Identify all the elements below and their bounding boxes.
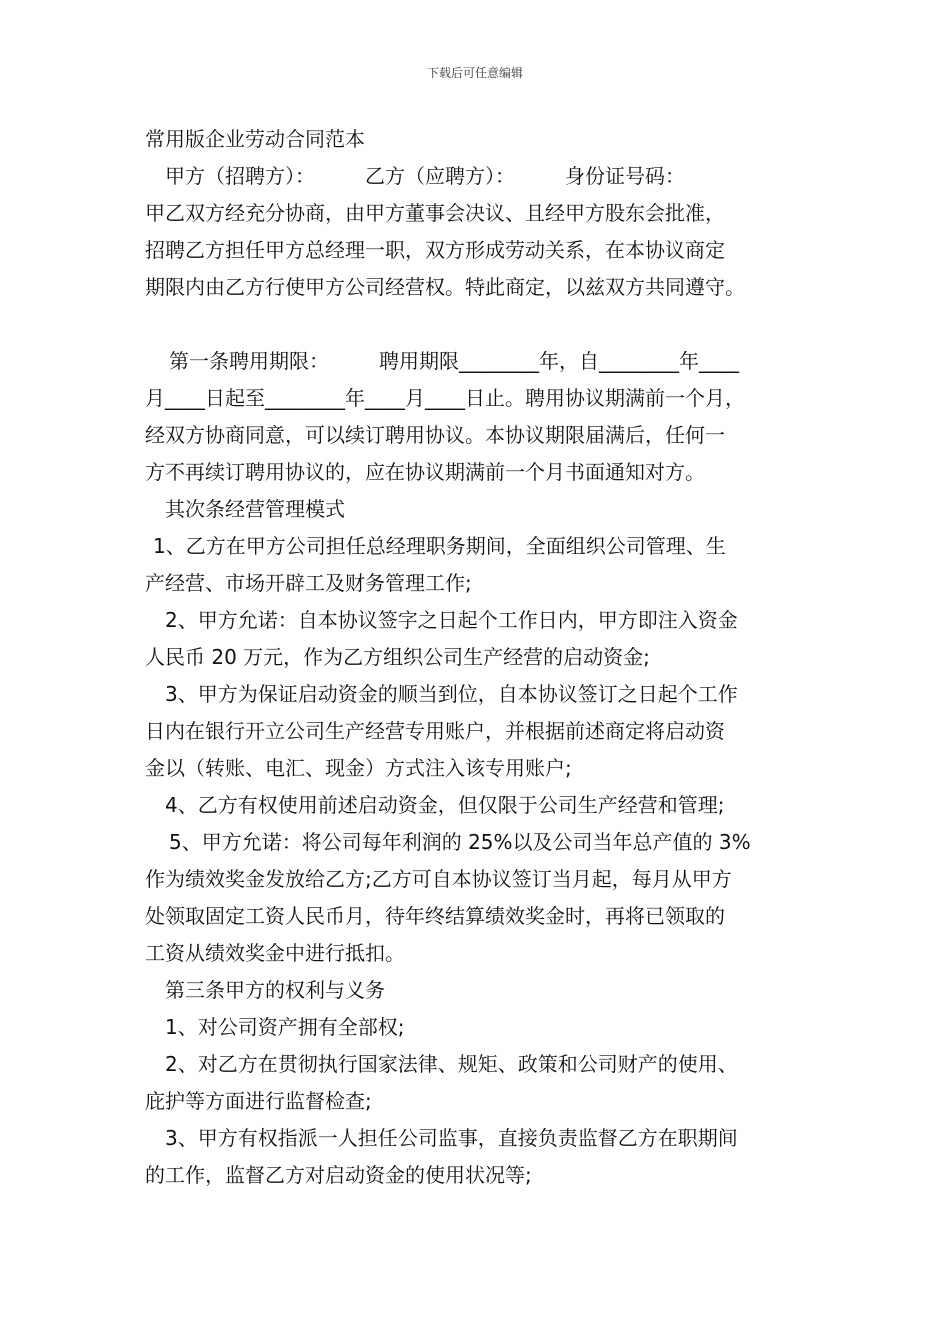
clause-line: 工资从绩效奖金中进行抵扣。 bbox=[145, 941, 405, 965]
article-1-line: 方不再续订聘用协议的，应在协议期满前一个月书面通知对方。 bbox=[145, 460, 705, 484]
article-1-line: 第一条聘用期限： 聘用期限________年，自________年____ bbox=[169, 349, 739, 373]
page-header: 下载后可任意编辑 bbox=[426, 66, 523, 80]
clause-line: 金以（转账、电汇、现金）方式注入该专用账户; bbox=[145, 756, 572, 780]
clause-line: 3、甲方为保证启动资金的顺当到位，自本协议签订之日起个工作 bbox=[165, 682, 738, 706]
clause-line: 1、乙方在甲方公司担任总经理职务期间，全面组织公司管理、生 bbox=[153, 534, 726, 558]
preamble-line: 期限内由乙方行使甲方公司经营权。特此商定，以兹双方共同遵守。 bbox=[145, 275, 745, 299]
clause-line: 2、甲方允诺：自本协议签字之日起个工作日内，甲方即注入资金 bbox=[165, 608, 738, 632]
article-2-heading: 其次条经营管理模式 bbox=[165, 497, 345, 521]
clause-line: 日内在银行开立公司生产经营专用账户，并根据前述商定将启动资 bbox=[145, 719, 725, 743]
clause-line: 作为绩效奖金发放给乙方;乙方可自本协议签订当月起，每月从甲方 bbox=[145, 867, 732, 891]
parties-line: 甲方（招聘方）： 乙方（应聘方）： 身份证号码： bbox=[165, 164, 685, 188]
clause-line: 4、乙方有权使用前述启动资金，但仅限于公司生产经营和管理; bbox=[165, 793, 725, 817]
clause-line: 2、对乙方在贯彻执行国家法律、规矩、政策和公司财产的使用、 bbox=[165, 1052, 738, 1076]
document-title: 常用版企业劳动合同范本 bbox=[145, 127, 365, 151]
clause-line: 人民币 20 万元，作为乙方组织公司生产经营的启动资金; bbox=[145, 645, 650, 669]
article-3-heading: 第三条甲方的权利与义务 bbox=[165, 978, 385, 1002]
clause-line: 1、对公司资产拥有全部权; bbox=[165, 1015, 405, 1039]
clause-line: 处领取固定工资人民币月，待年终结算绩效奖金时，再将已领取的 bbox=[145, 904, 725, 928]
document-body bbox=[145, 121, 830, 1194]
article-1-line: 月____日起至________年____月____日止。聘用协议期满前一个月， bbox=[145, 386, 745, 410]
preamble-line: 招聘乙方担任甲方总经理一职，双方形成劳动关系，在本协议商定 bbox=[145, 238, 725, 262]
clause-line: 的工作，监督乙方对启动资金的使用状况等; bbox=[145, 1163, 532, 1187]
clause-line: 庇护等方面进行监督检查; bbox=[145, 1089, 372, 1113]
clause-line: 5、甲方允诺：将公司每年利润的 25%以及公司当年总产值的 3% bbox=[169, 830, 751, 854]
clause-line: 产经营、市场开辟工及财务管理工作; bbox=[145, 571, 472, 595]
clause-line: 3、甲方有权指派一人担任公司监事，直接负责监督乙方在职期间 bbox=[165, 1126, 738, 1150]
blank-line bbox=[145, 306, 830, 343]
article-1-line: 经双方协商同意，可以续订聘用协议。本协议期限届满后，任何一 bbox=[145, 423, 725, 447]
preamble-line: 甲乙双方经充分协商，由甲方董事会决议、且经甲方股东会批准， bbox=[145, 201, 725, 225]
